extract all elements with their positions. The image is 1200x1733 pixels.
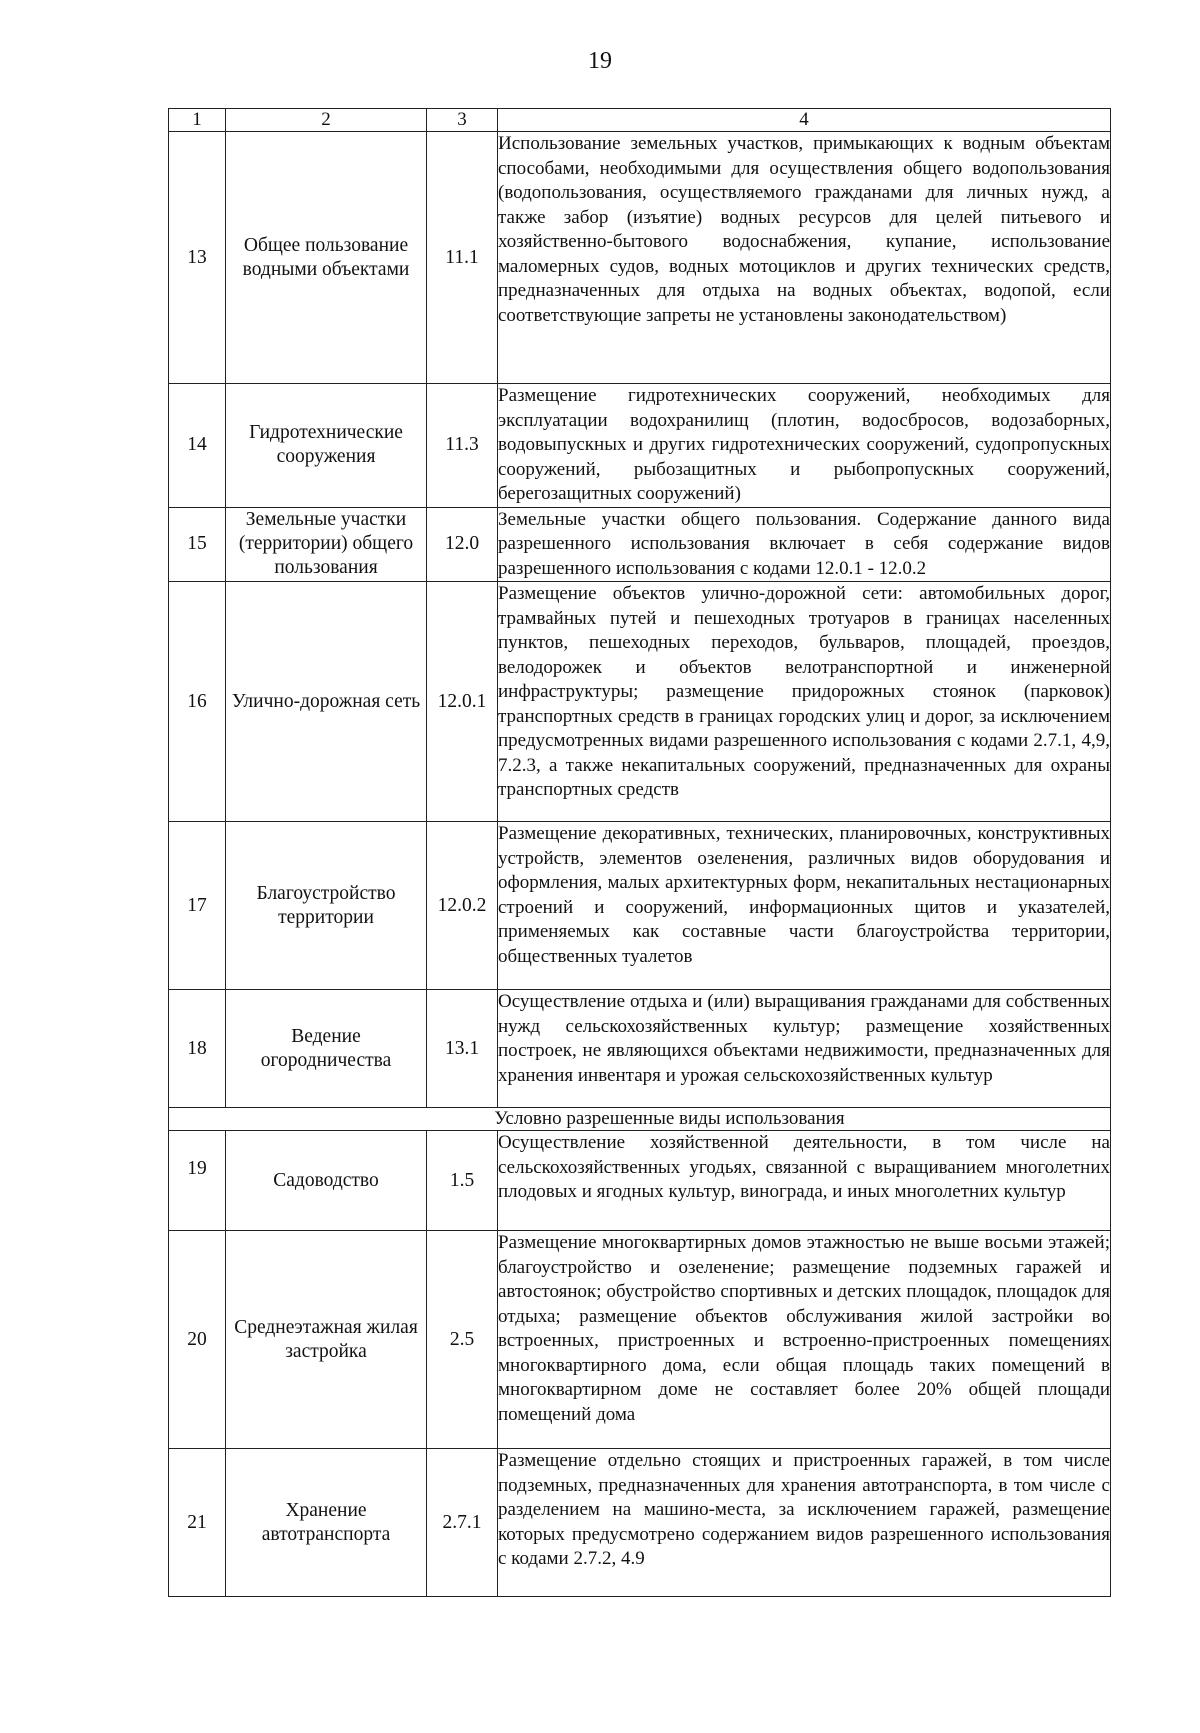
row-code: 2.7.1 — [427, 1449, 498, 1597]
header-col-2: 2 — [226, 109, 427, 132]
row-name: Земельные участки (территории) общего пользования — [226, 507, 427, 582]
table-row — [169, 1449, 1111, 1597]
table-row — [169, 507, 1111, 582]
row-number: 15 — [169, 507, 226, 582]
row-number: 16 — [169, 582, 226, 822]
row-name: Хранение автотранспорта — [226, 1449, 427, 1597]
header-col-3: 3 — [427, 109, 498, 132]
table-row — [169, 132, 1111, 384]
row-description: Земельные участки общего пользования. Содержание данного вида разрешенного использования включает в себя содержание видов разрешенного использования с кодами 12.0.1 - 12.0.2 — [498, 507, 1111, 582]
row-name: Среднеэтажная жилая застройка — [226, 1231, 427, 1449]
row-name: Благоустройство территории — [226, 822, 427, 990]
row-number: 17 — [169, 822, 226, 990]
section-title: Условно разрешенные виды использования — [169, 1108, 1111, 1131]
table-row — [169, 384, 1111, 508]
row-number: 14 — [169, 384, 226, 508]
row-number: 13 — [169, 132, 226, 384]
row-code: 11.3 — [427, 384, 498, 508]
row-code: 12.0.2 — [427, 822, 498, 990]
row-description: Размещение объектов улично-дорожной сети: автомобильных дорог, трамвайных путей и пешеходных тротуаров в границах населенных пунктов, пешеходных переходов, бульваров, площадей, проездов, велодорожек и объектов велотранспортной и инженерной инфраструктуры; размещение придорожных стоянок (парковок) транспортных средств в границах городских улиц и дорог, за исключением предусмотренных видами разрешенного использования с кодами 2.7.1, 4,9, 7.2.3, а также некапитальных сооружений, предназначенных для охраны транспортных средств — [498, 582, 1111, 822]
row-number: 20 — [169, 1231, 226, 1449]
row-number: 18 — [169, 990, 226, 1108]
row-code: 12.0 — [427, 507, 498, 582]
row-code: 13.1 — [427, 990, 498, 1108]
table-row — [169, 1131, 1111, 1231]
row-description: Размещение отдельно стоящих и пристроенных гаражей, в том числе подземных, предназначенных для хранения автотранспорта, в том числе с разделением на машино-места, за исключением гаражей, размещение которых предусмотрено содержанием видов разрешенного использования с кодами 2.7.2, 4.9 — [498, 1449, 1111, 1597]
row-description: Размещение многоквартирных домов этажностью не выше восьми этажей; благоустройство и озеленение; размещение подземных гаражей и автостоянок; обустройство спортивных и детских площадок, площадок для отдыха; размещение объектов обслуживания жилой застройки во встроенных, пристроенных и встроенно-пристроенных помещениях многоквартирного дома, если общая площадь таких помещений в многоквартирном доме не составляет более 20% общей площади помещений дома — [498, 1231, 1111, 1449]
section-heading-row — [169, 1108, 1111, 1131]
row-code: 11.1 — [427, 132, 498, 384]
row-number: 19 — [169, 1131, 226, 1231]
table-header-row — [169, 109, 1111, 132]
table-row — [169, 1231, 1111, 1449]
row-name: Ведение огородничества — [226, 990, 427, 1108]
page-number: 19 — [588, 48, 612, 74]
row-description: Размещение декоративных, технических, планировочных, конструктивных устройств, элементов озеленения, различных видов оборудования и оформления, малых архитектурных форм, некапитальных нестационарных строений и сооружений, информационных щитов и указателей, применяемых как составные части благоустройства территории, общественных туалетов — [498, 822, 1111, 990]
row-code: 1.5 — [427, 1131, 498, 1231]
row-number: 21 — [169, 1449, 226, 1597]
row-name: Улично-дорожная сеть — [226, 582, 427, 822]
row-name: Садоводство — [226, 1131, 427, 1231]
row-description: Размещение гидротехнических сооружений, необходимых для эксплуатации водохранилищ (плотин, водосбросов, водозаборных, водовыпускных и других гидротехнических сооружений, судопропускных сооружений, рыбозащитных и рыбопропускных сооружений, берегозащитных сооружений) — [498, 384, 1111, 508]
row-name: Общее пользование водными объектами — [226, 132, 427, 384]
table-row — [169, 990, 1111, 1108]
row-code: 12.0.1 — [427, 582, 498, 822]
row-description: Использование земельных участков, примыкающих к водным объектам способами, необходимыми для осуществления общего водопользования (водопользования, осуществляемого гражданами для личных нужд, а также забор (изъятие) водных ресурсов для целей питьевого и хозяйственно-бытового водоснабжения, купание, использование маломерных судов, водных мотоциклов и других технических средств, предназначенных для отдыха на водных объектах, водопой, если соответствующие запреты не установлены законодательством) — [498, 132, 1111, 384]
table-row — [169, 582, 1111, 822]
row-code: 2.5 — [427, 1231, 498, 1449]
land-use-table — [168, 108, 1111, 1597]
table-row — [169, 822, 1111, 990]
row-name: Гидротехнические сооружения — [226, 384, 427, 508]
row-description: Осуществление хозяйственной деятельности, в том числе на сельскохозяйственных угодьях, связанной с выращиванием многолетних плодовых и ягодных культур, винограда, и иных многолетних культур — [498, 1131, 1111, 1231]
row-description: Осуществление отдыха и (или) выращивания гражданами для собственных нужд сельскохозяйственных культур; размещение хозяйственных построек, не являющихся объектами недвижимости, предназначенных для хранения инвентаря и урожая сельскохозяйственных культур — [498, 990, 1111, 1108]
header-col-1: 1 — [169, 109, 226, 132]
header-col-4: 4 — [498, 109, 1111, 132]
